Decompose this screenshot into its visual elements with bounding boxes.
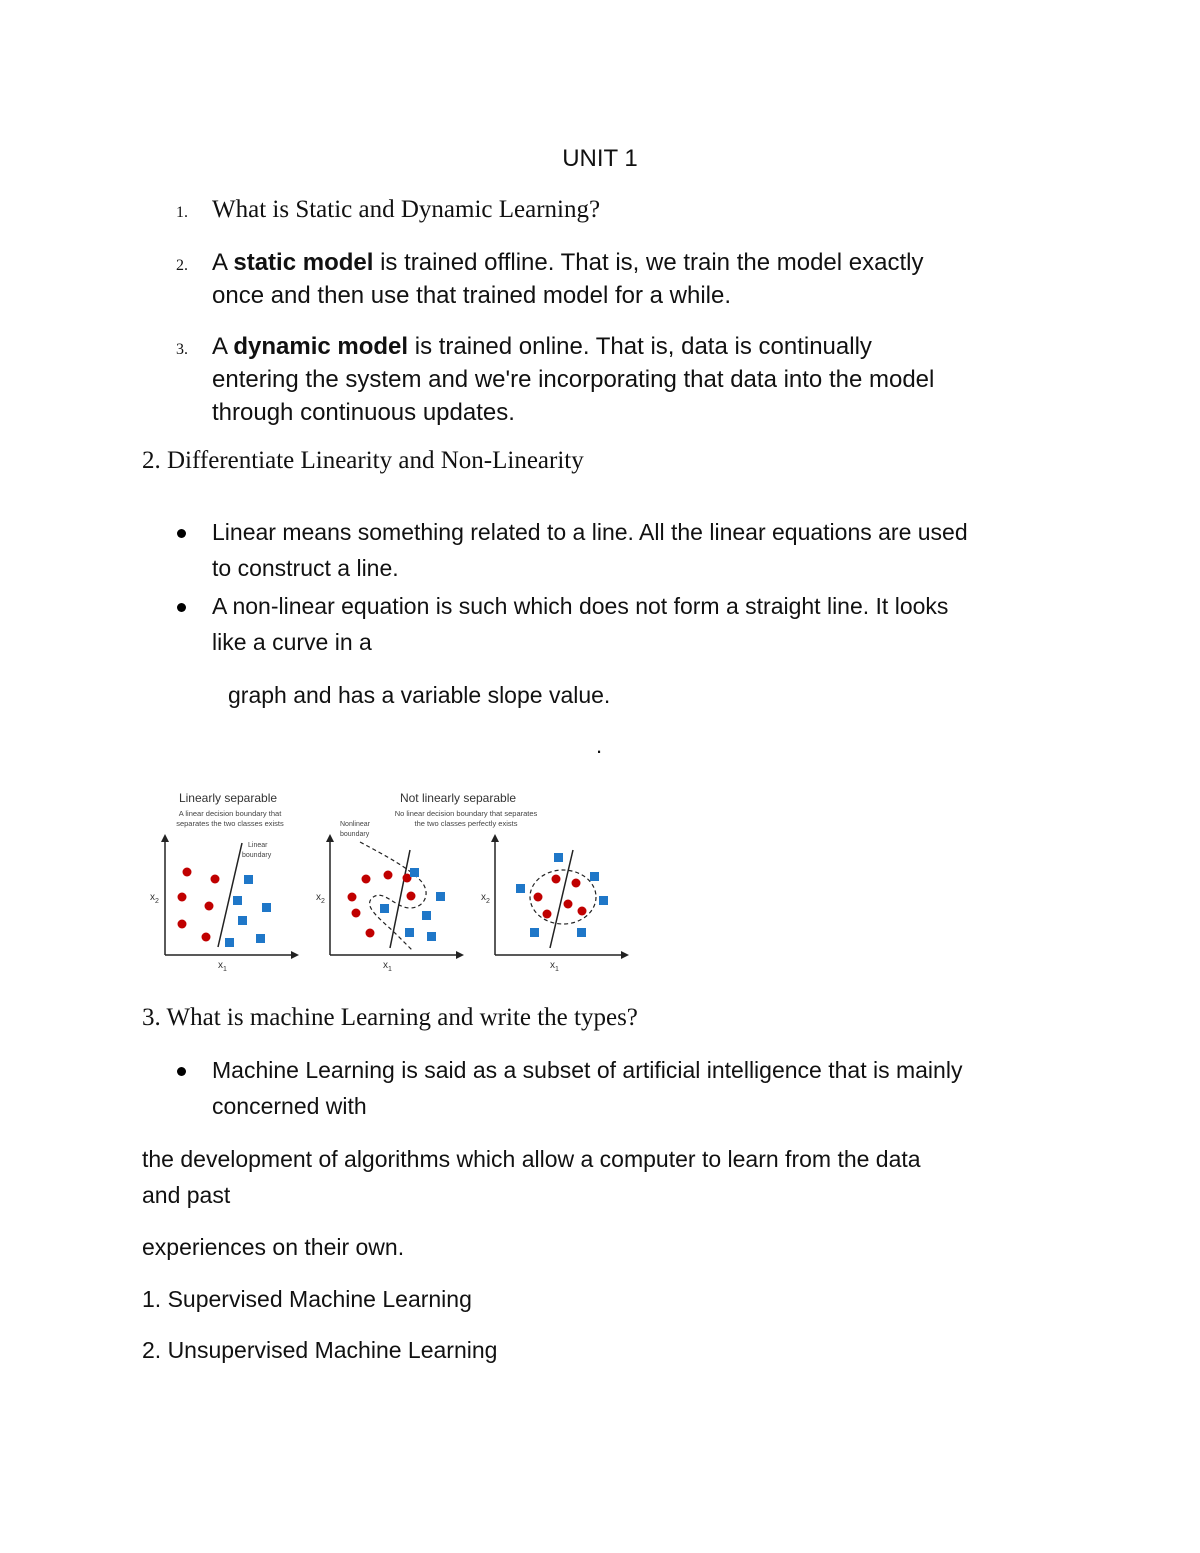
class-a-point xyxy=(183,868,192,877)
text: is trained offline. That is, we train the model exactly xyxy=(373,249,924,276)
panel2-annotation-2: boundary xyxy=(340,831,370,838)
text: is trained online. That is, data is continually xyxy=(408,333,872,360)
class-b-point xyxy=(554,853,563,862)
arrow-icon xyxy=(291,951,299,959)
question-static-dynamic: What is Static and Dynamic Learning? xyxy=(212,196,601,223)
class-a-point xyxy=(366,929,375,938)
text: A xyxy=(212,249,234,276)
panel1-subtitle-1: A linear decision boundary that xyxy=(178,809,282,818)
panel1-ylabel: $x_2$ xyxy=(150,892,159,905)
panel1-annotation-1: Linear xyxy=(248,842,268,849)
panel2-xlabel: $x_1$ xyxy=(383,960,392,973)
section-heading-machine-learning: 3. What is machine Learning and write the types? xyxy=(142,1004,638,1031)
arrow-icon xyxy=(491,834,499,842)
class-a-point xyxy=(352,909,361,918)
stray-dot: . xyxy=(596,733,603,758)
class-a-point xyxy=(407,892,416,901)
bullet-icon xyxy=(177,603,186,612)
class-b-point xyxy=(225,938,234,947)
class-a-point xyxy=(552,875,561,884)
text: entering the system and we're incorporating that data into the model xyxy=(212,366,935,393)
panel1-subtitle-2: separates the two classes exists xyxy=(176,819,284,828)
panel1-annotation-2: boundary xyxy=(242,852,272,859)
static-model-paragraph xyxy=(212,246,1072,312)
panel1-title: Linearly separable xyxy=(178,791,278,805)
panel2-subtitle-2: the two classes perfectly exists xyxy=(414,819,518,828)
class-b-point xyxy=(262,903,271,912)
dynamic-model-paragraph xyxy=(212,330,1092,429)
arrow-icon xyxy=(161,834,169,842)
text: once and then use that trained model for a while. xyxy=(212,282,731,309)
class-a-point xyxy=(384,871,393,880)
class-a-point xyxy=(178,893,187,902)
bullet-icon xyxy=(177,1067,186,1076)
bullet-ml-definition xyxy=(212,1052,1092,1124)
bullet-icon xyxy=(177,529,186,538)
page-title: UNIT 1 xyxy=(562,145,638,172)
class-b-point xyxy=(256,934,265,943)
ml-paragraph-end: experiences on their own. xyxy=(142,1234,405,1260)
class-b-point xyxy=(427,932,436,941)
panel3-xlabel: $x_1$ xyxy=(550,960,559,973)
ml-paragraph xyxy=(142,1141,1082,1213)
panel3-ylabel: $x_2$ xyxy=(481,892,490,905)
panel1-linear-boundary xyxy=(218,843,242,947)
class-a-point xyxy=(202,933,211,942)
text: concerned with xyxy=(212,1093,367,1119)
class-a-point xyxy=(578,907,587,916)
bold-term: dynamic model xyxy=(233,333,409,360)
class-a-point xyxy=(211,875,220,884)
panel2-title: Not linearly separable xyxy=(399,791,517,805)
text: through continuous updates. xyxy=(212,399,515,426)
bullet-linear xyxy=(212,514,1092,586)
arrow-icon xyxy=(326,834,334,842)
class-b-point xyxy=(577,928,586,937)
text: A non-linear equation is such which does not form a straight line. It looks xyxy=(212,593,949,619)
panel3-linear-boundary xyxy=(550,850,573,948)
class-b-point xyxy=(410,868,419,877)
list-number: 2. xyxy=(176,257,188,274)
text: Machine Learning is said as a subset of artificial intelligence that is mainly xyxy=(212,1057,963,1083)
class-b-point xyxy=(422,911,431,920)
class-a-point xyxy=(205,902,214,911)
panel2-subtitle-1: No linear decision boundary that separates xyxy=(394,809,538,818)
text: like a curve in a xyxy=(212,629,372,655)
class-b-point xyxy=(590,872,599,881)
separability-figure xyxy=(140,780,640,975)
text: A xyxy=(212,333,234,360)
arrow-icon xyxy=(621,951,629,959)
bold-term: static model xyxy=(233,249,374,276)
class-b-point xyxy=(380,904,389,913)
class-b-point xyxy=(405,928,414,937)
class-b-point xyxy=(530,928,539,937)
text: and past xyxy=(142,1182,231,1208)
type-unsupervised: 2. Unsupervised Machine Learning xyxy=(142,1337,498,1363)
class-b-point xyxy=(244,875,253,884)
class-a-point xyxy=(362,875,371,884)
continuation-text: graph and has a variable slope value. xyxy=(228,682,611,708)
panel2-ylabel: $x_2$ xyxy=(316,892,325,905)
class-a-point xyxy=(564,900,573,909)
class-b-point xyxy=(233,896,242,905)
class-a-point xyxy=(572,879,581,888)
panel2-annotation-1: Nonlinear xyxy=(340,821,370,828)
class-a-point xyxy=(178,920,187,929)
bullet-nonlinear xyxy=(212,588,1092,660)
class-a-point xyxy=(348,893,357,902)
panel-linearly-separable xyxy=(150,791,299,973)
type-supervised: 1. Supervised Machine Learning xyxy=(142,1286,472,1312)
section-heading-linearity: 2. Differentiate Linearity and Non-Linearity xyxy=(142,447,584,474)
class-b-point xyxy=(436,892,445,901)
arrow-icon xyxy=(456,951,464,959)
class-b-point xyxy=(238,916,247,925)
class-a-point xyxy=(543,910,552,919)
class-b-point xyxy=(516,884,525,893)
class-b-point xyxy=(599,896,608,905)
list-number: 1. xyxy=(176,204,188,221)
list-number: 3. xyxy=(176,341,188,358)
panel-circular-boundary xyxy=(481,834,629,973)
text: Linear means something related to a line. All the linear equations are used xyxy=(212,519,968,545)
panel1-xlabel: $x_1$ xyxy=(218,960,227,973)
text: the development of algorithms which allow a computer to learn from the data xyxy=(142,1146,921,1172)
text: to construct a line. xyxy=(212,555,399,581)
panel-not-linearly-separable xyxy=(316,791,538,973)
class-a-point xyxy=(534,893,543,902)
